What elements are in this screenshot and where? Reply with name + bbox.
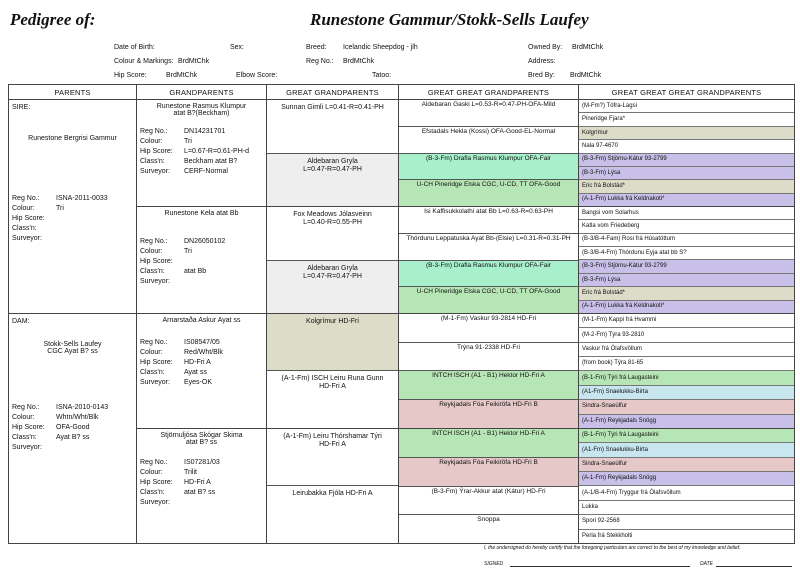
bred-by-label: Bred By: bbox=[528, 72, 555, 79]
great-great-grandparent bbox=[399, 207, 578, 234]
gp-colour-value: Red/Wht/Blk bbox=[184, 348, 223, 356]
great-great-great-grandparent-text: (A-1/B-4-Fm) Tryggur frá Ólafsvöllum bbox=[582, 489, 681, 496]
great-great-great-grandparent bbox=[579, 180, 794, 193]
dam-hip-label: Hip Score: bbox=[12, 423, 45, 431]
dam-class-label: Class'n: bbox=[12, 433, 37, 441]
sire-reg-label: Reg No.: bbox=[12, 195, 40, 203]
gp-hip-value: L=0.67-R=0.61-PH-d bbox=[184, 148, 249, 156]
gp-surveyor-value: CERF-Normal bbox=[184, 168, 228, 176]
great-grandparent bbox=[267, 371, 398, 428]
great-great-grandparent bbox=[399, 458, 578, 487]
great-grandparent-text: (A-1-Fm) Leiru Thórshamar Týri HD-Fri A bbox=[283, 432, 382, 448]
gp-surveyor-label: Surveyor: bbox=[140, 168, 170, 176]
great-great-great-grandparent bbox=[579, 220, 794, 233]
certify-statement: I, the undersigned do hereby certify that the foregoing particulars are correct to the best of my knowledge and belief. bbox=[484, 545, 741, 551]
dam-surveyor-label: Surveyor: bbox=[12, 443, 42, 451]
great-great-great-grandparent-text: Kolgrímur bbox=[582, 129, 609, 136]
great-great-great-grandparent-text: (B-3-Fm) Lýsa bbox=[582, 276, 621, 283]
sire-hip-label: Hip Score: bbox=[12, 215, 45, 223]
great-great-great-grandparent-text: Vaskur frá Ólafsvöllum bbox=[582, 345, 642, 352]
gp-class-label: Class'n: bbox=[140, 368, 165, 376]
great-great-grandparent-text: Isi Kaffisukkolathi atat Bb L=0.63-R=0.63-PH bbox=[424, 208, 553, 216]
great-great-great-grandparent-text: Pineridge Fjara* bbox=[582, 116, 626, 123]
great-great-great-grandparent bbox=[579, 274, 794, 287]
sire-reg-value: ISNA-2011-0033 bbox=[56, 195, 108, 203]
gp-colour-value: Tri bbox=[184, 138, 192, 146]
great-great-grandparent bbox=[399, 371, 578, 400]
gp-class-value: atat Bb bbox=[184, 268, 207, 276]
tattoo-label: Tatoo: bbox=[372, 72, 392, 79]
dam-name-line2: CGC Ayat B? ss bbox=[47, 347, 98, 355]
great-great-grandparent bbox=[399, 429, 578, 458]
gp-reg-value: IS08547/05 bbox=[184, 338, 220, 346]
great-great-grandparent-text: Efstadals Hekla (Kossi) OFA-Good-EL-Normal bbox=[421, 127, 556, 135]
gp-colour-label: Colour: bbox=[140, 248, 163, 256]
sire-class-label: Class'n: bbox=[12, 225, 37, 233]
gp-class-label: Class'n: bbox=[140, 488, 165, 496]
great-great-great-grandparent-text: (M-2-Fm) Týra 93-2810 bbox=[582, 331, 645, 338]
great-great-great-grandparent-text: (A-1-Fm) Reykjadals Snögg bbox=[582, 475, 657, 482]
great-great-grandparent-text: INTCH ISCH (A1 - B1) Hektor HD-Fri A bbox=[432, 429, 545, 437]
great-great-great-grandparent bbox=[579, 260, 794, 273]
gp-hip-value: HD-Fri A bbox=[184, 478, 211, 486]
col-header-great-great-great: GREAT GREAT GREAT GRANDPARENTS bbox=[579, 85, 795, 100]
grandparent-name-line2: atat B?(Beckham) bbox=[173, 110, 230, 118]
great-great-great-grandparent-text: Lukka bbox=[582, 504, 599, 511]
sire-role: SIRE: bbox=[12, 104, 31, 112]
gp-surveyor-label: Surveyor: bbox=[140, 498, 170, 506]
gp-surveyor-label: Surveyor: bbox=[140, 378, 170, 386]
gp-reg-label: Reg No.: bbox=[140, 338, 168, 346]
great-great-great-grandparent bbox=[579, 328, 794, 342]
great-great-great-grandparent-text: (B-3/B-4-Fam) Rosi frá Húsatóttum bbox=[582, 236, 676, 243]
grandparent-name: Runestone Kela atat Bb bbox=[164, 210, 239, 218]
date-label: DATE bbox=[700, 561, 713, 567]
great-grandparent bbox=[267, 429, 398, 487]
great-great-great-grandparent-text: (B-3/B-4-Fm) Thórdunu Eyja atat bb S? bbox=[582, 249, 687, 256]
gp-hip-label: Hip Score: bbox=[140, 478, 173, 486]
gp-colour-value: Trilit bbox=[184, 468, 197, 476]
gp-colour-label: Colour: bbox=[140, 348, 163, 356]
sire-surveyor-label: Surveyor: bbox=[12, 235, 42, 243]
sire-colour-value: Tri bbox=[56, 205, 64, 213]
gp-surveyor-label: Surveyor: bbox=[140, 278, 170, 286]
grandparent-cell bbox=[137, 313, 267, 428]
breed-value: Icelandic Sheepdog - jlh bbox=[343, 44, 418, 51]
col-header-great-grandparents: GREAT GRANDPARENTS bbox=[267, 85, 399, 100]
great-great-grandparent bbox=[399, 287, 578, 313]
gp-class-label: Class'n: bbox=[140, 158, 165, 166]
great-great-great-grandparent-text: Perla frá Stekkholti bbox=[582, 532, 633, 539]
gp-reg-label: Reg No.: bbox=[140, 458, 168, 466]
gp-reg-label: Reg No.: bbox=[140, 128, 168, 136]
great-great-grandparent-text: Thórdunu Leppatuska Ayat Bb-(Elsie) L=0.31-R=0.31-PH bbox=[406, 234, 571, 242]
great-great-great-grandparent-text: Eric frá Bolstád* bbox=[582, 182, 626, 189]
great-grandparent bbox=[267, 261, 398, 313]
great-great-great-grandparent-text: Eric frá Bolstád* bbox=[582, 289, 626, 296]
gp-class-value: atat B? ss bbox=[184, 488, 216, 496]
great-great-great-grandparent bbox=[579, 501, 794, 515]
owned-value: BrdMtChk bbox=[572, 44, 604, 51]
ggp-group bbox=[267, 314, 398, 428]
col-header-grandparents: GRANDPARENTS bbox=[137, 85, 267, 100]
great-grandparent bbox=[267, 100, 398, 153]
great-great-great-grandparent bbox=[579, 357, 794, 371]
sire-colour-label: Colour: bbox=[12, 205, 35, 213]
great-grandparent-text: Leirubakka Fjóla HD-Fri A bbox=[292, 490, 373, 498]
gp-class-value: Beckham atat B? bbox=[184, 158, 238, 166]
great-great-great-grandparent bbox=[579, 472, 794, 486]
grandparent-cell bbox=[137, 207, 267, 314]
great-great-great-grandparent bbox=[579, 371, 794, 385]
signed-label: SIGNED bbox=[484, 561, 504, 567]
great-great-great-grandparent-text: (B-3-Fm) Lýsa bbox=[582, 169, 621, 176]
great-grandparent-text: Aldebaran Gryla L=0.47-R=0.47-PH bbox=[303, 264, 362, 280]
col-header-great-great: GREAT GREAT GRANDPARENTS bbox=[399, 85, 579, 100]
gp-class-label: Class'n: bbox=[140, 268, 165, 276]
gp-colour-label: Colour: bbox=[140, 138, 163, 146]
great-great-grandparent bbox=[399, 180, 578, 206]
dam-cell bbox=[9, 313, 137, 543]
date-line bbox=[716, 566, 792, 567]
grandparent-name: Arnarstaða Askur Ayat ss bbox=[162, 316, 241, 324]
great-great-grandparent bbox=[399, 343, 578, 372]
great-grandparent-text: Kolgrímur HD-Fri bbox=[306, 317, 359, 325]
great-great-great-grandparent bbox=[579, 127, 794, 140]
dam-reg-label: Reg No.: bbox=[12, 403, 40, 411]
owned-label: Owned By: bbox=[528, 44, 563, 51]
great-great-grandparent-text: Reykjadals Fóa Feikiröfa HD-Fri B bbox=[439, 401, 538, 409]
gp-hip-value: HD-Fri A bbox=[184, 358, 211, 366]
great-great-great-grandparent bbox=[579, 314, 794, 328]
great-great-grandparent bbox=[399, 100, 578, 127]
ggg-group bbox=[399, 314, 578, 428]
ggg-group bbox=[399, 429, 578, 543]
great-grandparent bbox=[267, 154, 398, 206]
gggg-group bbox=[579, 314, 794, 428]
great-great-great-grandparent bbox=[579, 287, 794, 300]
ggp-group bbox=[267, 100, 398, 206]
great-great-great-grandparent-text: (M-1-Fm) Kappi frá Hvammi bbox=[582, 317, 657, 324]
great-great-grandparent-text: (M-1-Fm) Vaskur 93-2814 HD-Fri bbox=[440, 314, 537, 322]
dam-colour-value: Whtn/Wht/Blk bbox=[56, 413, 99, 421]
great-great-great-grandparent-text: (M-Fm?) Tófra-Lagsi bbox=[582, 102, 637, 109]
great-great-great-grandparent bbox=[579, 429, 794, 443]
great-great-great-grandparent-text: (from book) Týra 81-65 bbox=[582, 360, 644, 367]
dam-hip-value: OFA-Good bbox=[56, 423, 90, 431]
great-great-grandparent-text: U-CH Pineridge Elska CGC, U-CD, TT OFA-Good bbox=[416, 181, 561, 189]
ggg-group bbox=[399, 207, 578, 313]
dam-class-value: Ayat B? ss bbox=[56, 433, 90, 441]
great-great-great-grandparent bbox=[579, 247, 794, 260]
great-great-great-grandparent-text: Katla vom Friedeberg bbox=[582, 223, 640, 230]
great-great-great-grandparent bbox=[579, 530, 794, 543]
grandparent-name: Runestone Rasmus Klumpur bbox=[156, 103, 247, 111]
great-great-great-grandparent bbox=[579, 301, 794, 313]
great-great-great-grandparent-text: (A1-Fm) Snaelukku-Birta bbox=[582, 389, 649, 396]
great-great-great-grandparent bbox=[579, 100, 794, 113]
address-label: Address: bbox=[528, 58, 556, 65]
gp-hip-label: Hip Score: bbox=[140, 258, 173, 266]
col-header-parents: PARENTS bbox=[9, 85, 137, 100]
gp-reg-value: DN26050102 bbox=[184, 238, 226, 246]
great-great-grandparent bbox=[399, 261, 578, 288]
bred-by-value: BrdMtChk bbox=[570, 72, 602, 79]
great-great-great-grandparent-text: (B-3-Fm) Stjörnu-Kátur 93-2799 bbox=[582, 263, 667, 270]
great-great-great-grandparent-text: Nala 97-4670 bbox=[582, 142, 619, 149]
ggp-group bbox=[267, 207, 398, 313]
great-grandparent bbox=[267, 486, 398, 543]
regno-label: Reg No.: bbox=[306, 58, 334, 65]
great-great-great-grandparent-text: Spori 92-2568 bbox=[582, 518, 620, 525]
great-great-great-grandparent bbox=[579, 343, 794, 357]
great-great-great-grandparent-text: (A-1-Fm) Lukka frá Keldnakoti* bbox=[582, 303, 665, 310]
great-great-grandparent-text: (B-3-Fm) Drafla Rasmus Klumpur OFA-Fair bbox=[426, 261, 551, 269]
great-great-great-grandparent-text: (B-3-Fm) Stjörnu-Kátur 93-2799 bbox=[582, 156, 667, 163]
great-great-grandparent bbox=[399, 234, 578, 261]
gggg-group bbox=[579, 207, 794, 313]
great-grandparent bbox=[267, 314, 398, 372]
great-great-grandparent-text: Trýna 91-2338 HD-Fri bbox=[457, 343, 520, 351]
great-great-great-grandparent-text: Bangsi vom Solarhus bbox=[582, 209, 639, 216]
great-great-great-grandparent bbox=[579, 113, 794, 126]
gp-hip-label: Hip Score: bbox=[140, 358, 173, 366]
great-great-grandparent-text: Aldebaran Gaski L=0.53-R=0.47-PH-OFA-Mild bbox=[421, 101, 556, 109]
hip-score-label: Hip Score: bbox=[114, 72, 147, 79]
great-great-great-grandparent-text: (A1-Fm) Snaelukku-Birta bbox=[582, 446, 649, 453]
elbow-score-label: Elbow Score: bbox=[236, 72, 278, 79]
gp-class-value: Ayat ss bbox=[184, 368, 207, 376]
gp-reg-value: DN14231701 bbox=[184, 128, 226, 136]
great-great-great-grandparent bbox=[579, 207, 794, 220]
dog-name-title: Runestone Gammur/Stokk-Sells Laufey bbox=[310, 10, 589, 29]
great-great-grandparent bbox=[399, 314, 578, 343]
sire-name: Runestone Bergrisi Gammur bbox=[28, 135, 117, 143]
grandparent-name-line2: atat B? ss bbox=[185, 438, 218, 446]
great-great-great-grandparent bbox=[579, 415, 794, 428]
great-great-grandparent-text: Snoppa bbox=[477, 516, 500, 524]
great-great-great-grandparent bbox=[579, 194, 794, 206]
regno-value: BrdMtChk bbox=[343, 58, 375, 65]
grandparent-cell bbox=[137, 428, 267, 543]
great-great-great-grandparent bbox=[579, 140, 794, 153]
gp-surveyor-value: Eyes-OK bbox=[184, 378, 213, 386]
signature-line bbox=[510, 566, 690, 567]
sire-cell bbox=[9, 100, 137, 314]
ggg-group bbox=[399, 100, 578, 206]
great-great-grandparent-text: U-CH Pineridge Elska CGC, U-CD, TT OFA-Good bbox=[416, 288, 561, 296]
dob-label: Date of Birth: bbox=[114, 44, 155, 51]
breed-label: Breed: bbox=[306, 44, 327, 51]
great-great-grandparent-text: (B-3-Fm) Drafla Rasmus Klumpur OFA-Fair bbox=[426, 154, 551, 162]
great-great-grandparent bbox=[399, 154, 578, 181]
great-great-great-grandparent bbox=[579, 458, 794, 472]
great-great-grandparent bbox=[399, 127, 578, 154]
great-great-grandparent-text: INTCH ISCH (A1 - B1) Hektor HD-Fri A bbox=[432, 372, 545, 380]
colour-markings-value: BrdMtChk bbox=[178, 58, 210, 65]
great-great-great-grandparent-text: Sindra-Snaeúlfur bbox=[582, 460, 628, 467]
great-great-grandparent bbox=[399, 400, 578, 428]
grandparent-name: Stjörnuljósa Skógar Skima bbox=[160, 431, 243, 439]
great-great-great-grandparent-text: Sindra-Snaeúlfur bbox=[582, 403, 628, 410]
colour-markings-label: Colour & Markings: bbox=[114, 58, 174, 65]
great-grandparent-text: Aldebaran Gryla L=0.47-R=0.47-PH bbox=[303, 157, 362, 173]
pedigree-title-label: Pedigree of: bbox=[10, 10, 96, 29]
great-great-grandparent-text: (B-3-Fm) Ýrar-Akkur atat (Kátur) HD-Fri bbox=[431, 487, 546, 495]
hip-score-value: BrdMtChk bbox=[166, 72, 198, 79]
dam-role: DAM: bbox=[12, 317, 30, 325]
great-great-great-grandparent bbox=[579, 154, 794, 167]
pedigree-table bbox=[8, 84, 795, 544]
great-grandparent bbox=[267, 207, 398, 260]
great-grandparent-text: Sunnan Gimli L=0.41-R=0.41-PH bbox=[281, 104, 384, 112]
gp-hip-label: Hip Score: bbox=[140, 148, 173, 156]
dam-colour-label: Colour: bbox=[12, 413, 35, 421]
gp-reg-label: Reg No.: bbox=[140, 238, 168, 246]
gp-reg-value: IS07281/03 bbox=[184, 458, 220, 466]
great-great-great-grandparent-text: (B-1-Fm) Týri frá Laugasteini bbox=[582, 432, 659, 439]
great-grandparent-text: Fox Meadows Jólasveinn L=0.40-R=0.55-PH bbox=[293, 211, 372, 227]
great-great-grandparent-text: Reykjadals Fóa Feikiröfa HD-Fri B bbox=[439, 458, 538, 466]
great-great-great-grandparent bbox=[579, 486, 794, 500]
great-grandparent-text: (A-1-Fm) ISCH Leiru Runa Gunn HD-Fri A bbox=[281, 375, 384, 391]
gggg-group bbox=[579, 429, 794, 543]
great-great-great-grandparent bbox=[579, 515, 794, 529]
grandparent-cell bbox=[137, 100, 267, 207]
great-great-great-grandparent bbox=[579, 400, 794, 414]
gp-colour-value: Tri bbox=[184, 248, 192, 256]
gggg-group bbox=[579, 100, 794, 206]
great-great-great-grandparent-text: (A-1-Fm) Lukka frá Keldnakoti* bbox=[582, 196, 665, 203]
great-great-great-grandparent-text: (B-1-Fm) Týri frá Laugasteini bbox=[582, 374, 659, 381]
dam-reg-value: ISNA-2010-0143 bbox=[56, 403, 109, 411]
sex-label: Sex: bbox=[230, 44, 245, 51]
great-great-great-grandparent bbox=[579, 167, 794, 180]
dam-name: Stokk-Sells Laufey bbox=[43, 340, 102, 348]
ggp-group bbox=[267, 429, 398, 543]
great-great-great-grandparent bbox=[579, 234, 794, 247]
great-great-great-grandparent bbox=[579, 443, 794, 457]
great-great-great-grandparent-text: (A-1-Fm) Reykjadals Snögg bbox=[582, 417, 657, 424]
great-great-great-grandparent bbox=[579, 386, 794, 400]
great-great-grandparent bbox=[399, 515, 578, 543]
great-great-grandparent bbox=[399, 487, 578, 516]
gp-colour-label: Colour: bbox=[140, 468, 163, 476]
